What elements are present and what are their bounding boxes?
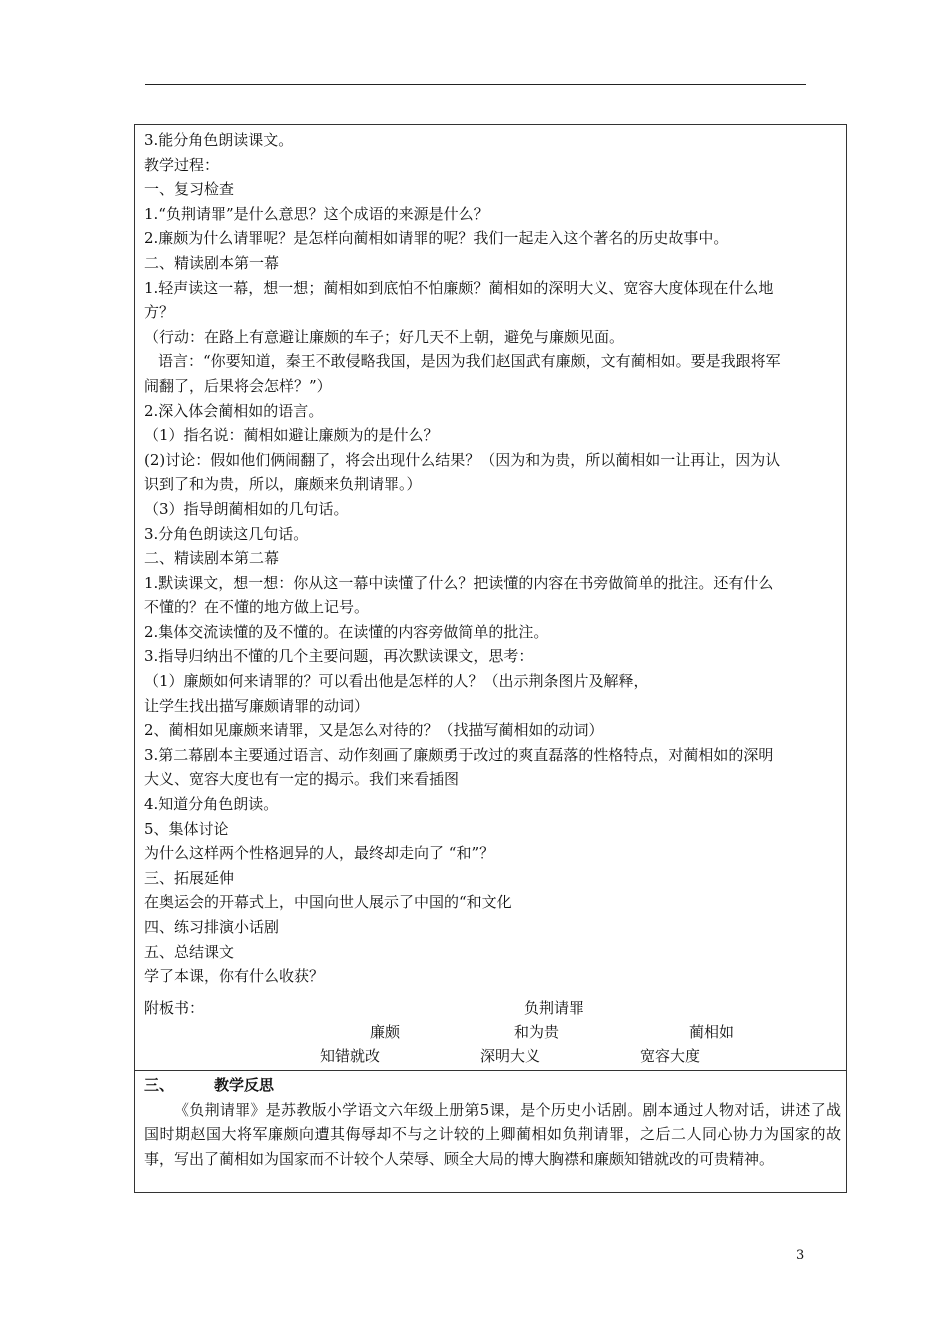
blackboard-outline [144, 996, 840, 1068]
reflection-title: 教学反思 [214, 1076, 275, 1094]
text-line: 1.默读课文，想一想：你从这一幕中读懂了什么？把读懂的内容在书旁做简单的批注。还有什么 [144, 573, 774, 592]
text-line: 3.指导归纳出不懂的几个主要问题，再次默读课文，思考： [144, 647, 534, 666]
text-line: 语言：“你要知道，秦王不敢侵略我国，是因为我们赵国武有廉颇，文有蔺相如。要是我跟将军 [158, 352, 781, 371]
text-line: 学了本课，你有什么收获？ [144, 967, 325, 986]
text-line: 1.轻声读这一幕，想一想；蔺相如到底怕不怕廉颇？蔺相如的深明大义、宽容大度体现在什么地 [144, 278, 774, 297]
text-line: 4.知道分角色朗读。 [144, 795, 279, 814]
header-rule [145, 84, 806, 85]
text-line: 5、集体讨论 [144, 819, 229, 838]
text-line: 为什么这样两个性格迥异的人，最终却走向了 “和”？ [144, 844, 495, 863]
text-line: 2、蔺相如见廉颇来请罪，又是怎么对待的？（找描写蔺相如的动词） [144, 721, 604, 740]
board-item-zhicuojiugai: 知错就改 [320, 1047, 381, 1065]
text-line: 四、练习排演小话剧 [144, 918, 280, 936]
text-line: 让学生找出描写廉颇请罪的动词） [144, 696, 370, 715]
text-line: 二、精读剧本第一幕 [144, 253, 280, 272]
page-number: 3 [796, 1248, 805, 1263]
text-line: (2)讨论：假如他们俩闹翻了，将会出现什么结果？（因为和为贵，所以蔺相如一让再让，因为认 [144, 450, 781, 469]
reflection-heading [144, 1073, 841, 1098]
board-item-linxiangru: 蔺相如 [689, 1023, 735, 1041]
teaching-reflection [144, 1073, 841, 1172]
board-item-kuanrongdadu: 宽容大度 [640, 1047, 701, 1065]
text-line: 方？ [144, 303, 175, 322]
text-line: 三、拓展延伸 [144, 868, 235, 887]
lesson-table [134, 124, 847, 1193]
board-label: 附板书： [144, 999, 205, 1017]
text-line: 3.第二幕剧本主要通过语言、动作刻画了廉颇勇于改过的爽直磊落的性格特点，对蔺相如的深明 [144, 745, 774, 764]
text-line: 五、总结课文 [144, 942, 235, 961]
text-line: 在奥运会的开幕式上，中国向世人展示了中国的“和文化 [144, 893, 512, 912]
text-line: 2.集体交流读懂的及不懂的。在读懂的内容旁做简单的批注。 [144, 622, 549, 641]
text-line: 识到了和为贵，所以，廉颇来负荆请罪。） [144, 475, 422, 494]
reflection-body: 《负荆请罪》是苏教版小学语文六年级上册第5课，是个历史小话剧。剧本通过人物对话，讲述了战国时期赵国大将军廉颇向遭其侮辱却不与之计较的上卿蔺相如负荆请罪，之后二人同心协力为国家的故事，写出了蔺相如为国家而不计较个人荣辱、顾全大局的博大胸襟和廉颇知错就改的可贵精神。 [144, 1100, 841, 1169]
text-line: （行动：在路上有意避让廉颇的车子；好几天不上朝，避免与廉颇见面。 [144, 327, 625, 346]
board-item-shenmingdayi: 深明大义 [480, 1047, 541, 1065]
text-line: 3.能分角色朗读课文。 [144, 131, 294, 149]
text-line: （1）廉颇如何来请罪的？可以看出他是怎样的人？（出示荆条图片及解释， [144, 672, 649, 691]
text-line: 教学过程： [144, 155, 220, 174]
text-line: 3.分角色朗读这几句话。 [144, 524, 309, 543]
text-line: 闹翻了，后果将会怎样？”） [144, 376, 332, 395]
text-line: 2.廉颇为什么请罪呢？是怎样向蔺相如请罪的呢？我们一起走入这个著名的历史故事中。 [144, 229, 729, 248]
text-line: 二、精读剧本第二幕 [144, 549, 280, 568]
row-divider [135, 1070, 846, 1071]
text-line: （1）指名说：蔺相如避让廉颇为的是什么？ [144, 426, 439, 445]
lesson-plan-text [144, 128, 840, 989]
board-title: 负荆请罪 [524, 999, 585, 1017]
board-item-lianpo: 廉颇 [370, 1023, 401, 1041]
text-line: 不懂的？在不懂的地方做上记号。 [144, 598, 370, 617]
text-line: 1.“负荆请罪”是什么意思？这个成语的来源是什么？ [144, 204, 489, 223]
text-line: 一、复习检查 [144, 180, 235, 199]
text-line: （3）指导朗蔺相如的几句话。 [144, 499, 349, 518]
text-line: 2.深入体会蔺相如的语言。 [144, 401, 324, 420]
reflection-number: 三、 [144, 1076, 175, 1094]
board-item-hewei-gui: 和为贵 [514, 1023, 560, 1041]
text-line: 大义、宽容大度也有一定的揭示。我们来看插图 [144, 770, 460, 789]
